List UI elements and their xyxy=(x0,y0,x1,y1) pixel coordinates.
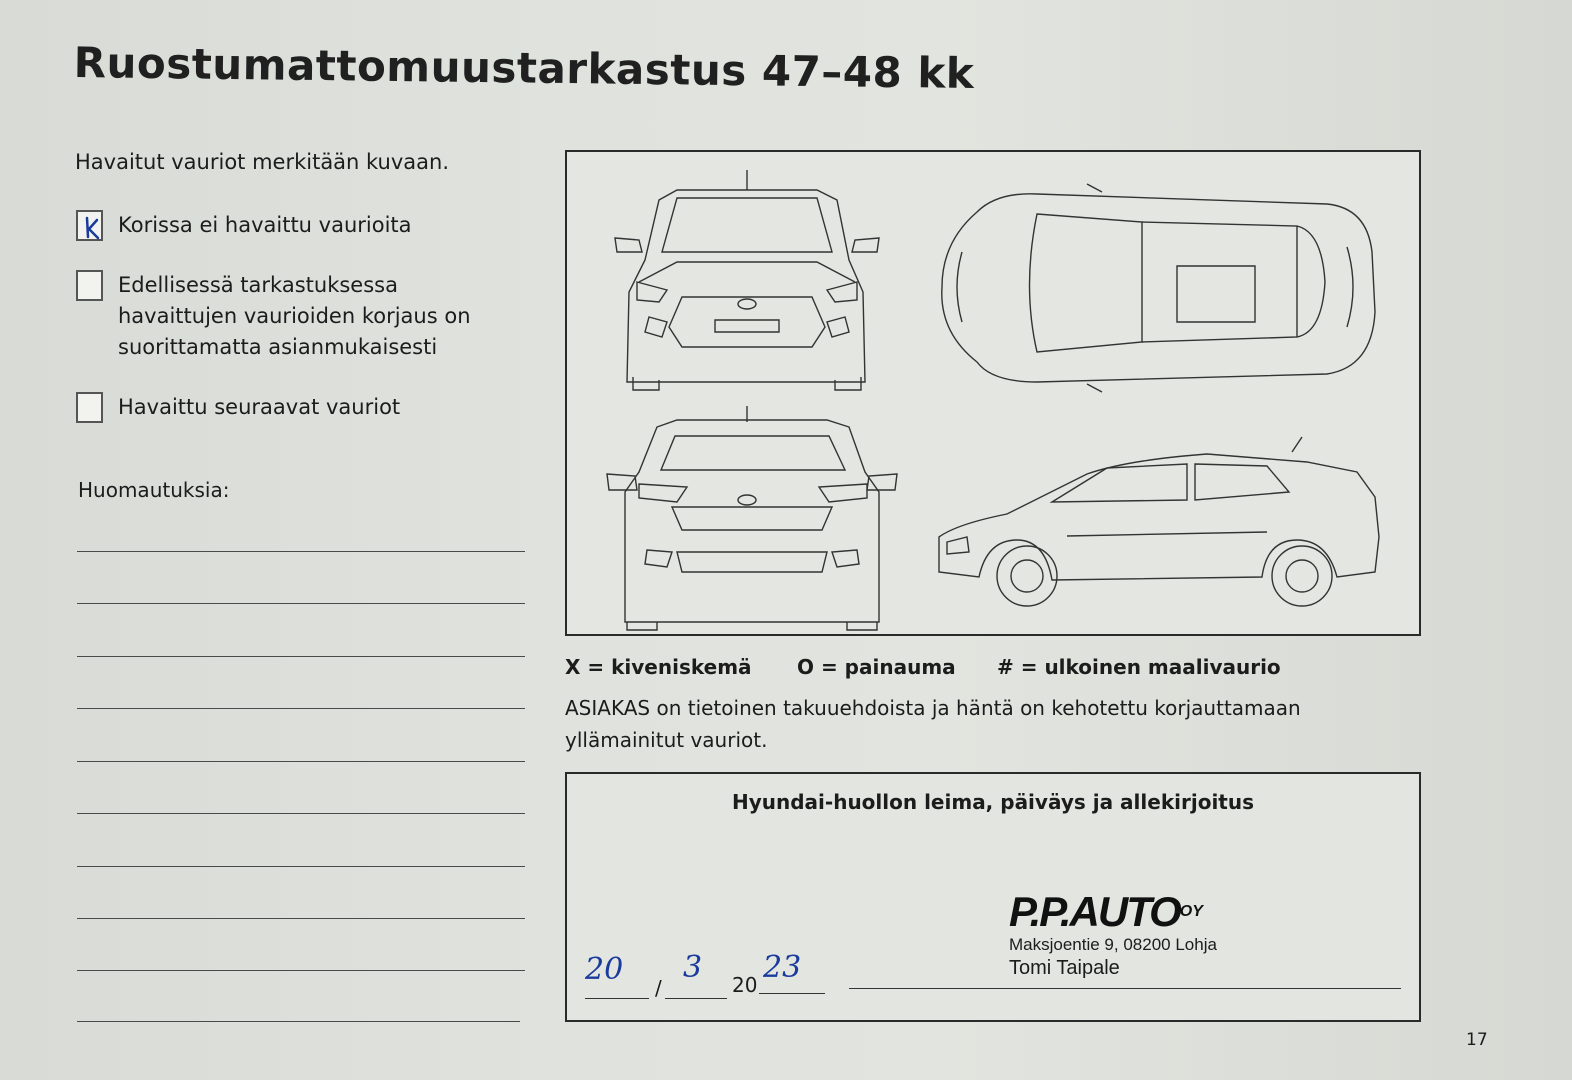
checkbox-unrepaired[interactable] xyxy=(76,270,103,301)
signature-line[interactable] xyxy=(849,988,1401,989)
dealer-logo-text: P.P.AUTO xyxy=(1009,888,1180,935)
date-day-handwritten: 20 xyxy=(585,952,624,987)
car-damage-diagram[interactable] xyxy=(565,150,1421,636)
signature-title: Hyundai-huollon leima, päiväys ja allekirjoitus xyxy=(731,790,1254,814)
dealer-logo xyxy=(1009,889,1217,935)
option-label-multiline xyxy=(118,270,471,363)
car-side-view xyxy=(939,437,1379,606)
legend-paint-damage: # = ulkoinen maalivaurio xyxy=(997,655,1281,679)
option-label-line: Edellisessä tarkastuksessa xyxy=(118,273,398,297)
date-month-handwritten: 3 xyxy=(683,950,703,985)
option-damage-found[interactable] xyxy=(76,392,400,423)
remarks-line[interactable] xyxy=(77,918,525,919)
date-year-prefix: 20 xyxy=(732,973,758,997)
car-top-view xyxy=(942,184,1375,392)
remarks-line[interactable] xyxy=(77,1021,520,1022)
date-month-line[interactable] xyxy=(665,998,727,999)
remarks-line[interactable] xyxy=(77,656,525,657)
dealer-stamp xyxy=(1009,889,1217,980)
checkmark-icon xyxy=(78,212,105,243)
remarks-line[interactable] xyxy=(77,708,525,709)
option-unrepaired[interactable] xyxy=(76,270,471,363)
date-year-handwritten: 23 xyxy=(763,950,802,985)
option-label-line: suorittamatta asianmukaisesti xyxy=(118,335,438,359)
remarks-line[interactable] xyxy=(77,866,525,867)
remarks-line[interactable] xyxy=(77,813,525,814)
dealer-address: Maksjoentie 9, 08200 Lohja xyxy=(1009,935,1217,954)
remarks-line[interactable] xyxy=(77,761,525,762)
date-day-line[interactable] xyxy=(585,998,649,999)
remarks-line[interactable] xyxy=(77,551,525,552)
car-outline-icon xyxy=(567,152,1423,638)
option-label-line: havaittujen vaurioiden korjaus on xyxy=(118,304,471,328)
checkbox-no-damage[interactable] xyxy=(76,210,103,241)
signature-box[interactable] xyxy=(565,772,1421,1022)
legend-dent: O = painauma xyxy=(797,655,956,679)
option-label: Korissa ei havaittu vaurioita xyxy=(118,213,412,237)
car-rear-view xyxy=(607,406,897,630)
dealer-signer: Tomi Taipale xyxy=(1009,957,1120,979)
car-front-view xyxy=(615,170,879,390)
page-title: Ruostumattomuustarkastus 47–48 kk xyxy=(73,38,975,98)
option-no-damage[interactable] xyxy=(76,210,412,241)
intro-text: Havaitut vauriot merkitään kuvaan. xyxy=(75,150,450,174)
option-label: Havaittu seuraavat vauriot xyxy=(118,395,401,419)
date-separator: / xyxy=(655,976,662,1000)
checkbox-damage-found[interactable] xyxy=(76,392,103,423)
remarks-label: Huomautuksia: xyxy=(78,478,230,502)
dealer-logo-suffix: OY xyxy=(1179,903,1203,920)
page-number: 17 xyxy=(1466,1030,1488,1050)
notice-line: ASIAKAS on tietoinen takuuehdoista ja häntä on kehotettu korjauttamaan xyxy=(565,696,1301,720)
legend-stone-chip: X = kiveniskemä xyxy=(565,655,752,679)
remarks-line[interactable] xyxy=(77,603,525,604)
customer-notice xyxy=(565,692,1365,756)
date-year-line[interactable] xyxy=(759,993,825,994)
notice-line: yllämainitut vauriot. xyxy=(565,728,768,752)
remarks-line[interactable] xyxy=(77,970,525,971)
